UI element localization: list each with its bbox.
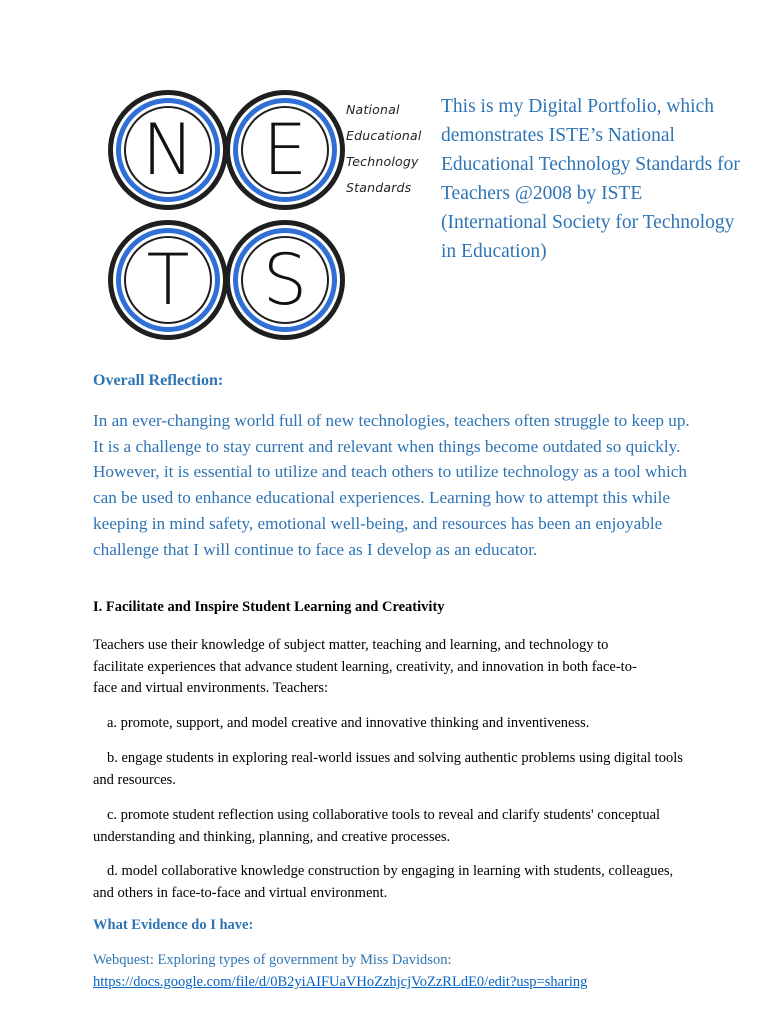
logo-word-technology: Technology bbox=[346, 154, 419, 169]
logo-circle-t bbox=[108, 220, 228, 340]
standard-heading: I. Facilitate and Inspire Student Learning and Creativity bbox=[93, 599, 445, 615]
logo-letter-e: E bbox=[262, 109, 308, 191]
standard-item-b-text: b. engage students in exploring real-world issues and solving authentic problems using digital tools and resources. bbox=[93, 750, 683, 788]
standard-item-b bbox=[93, 748, 683, 791]
logo-letter-t: T bbox=[146, 239, 190, 321]
reflection-body: In an ever-changing world full of new technologies, teachers often struggle to keep up. It is a challenge to stay current and relevant when things become outdated so quickly. However, it is essential to utilize and teach others to utilize technology as a tool which can be used to enhance educational experiences. Learning how to attempt this while keeping in mind safety, emotional well-being, and resources has been an enjoyable challenge that I will continue to face as I develop as an educator. bbox=[93, 411, 690, 559]
standard-item-c-text: c. promote student reflection using collaborative tools to reveal and clarify students' conceptual understanding and thinking, planning, and creative processes. bbox=[93, 807, 661, 845]
logo-circle-e bbox=[225, 90, 345, 210]
logo-letter-n: N bbox=[141, 109, 195, 191]
logo-word-national: National bbox=[346, 102, 400, 117]
logo-circle-s bbox=[225, 220, 345, 340]
webquest-link[interactable]: https://docs.google.com/file/d/0B2yiAIFUaVHoZzhjcjVoZzRLdE0/edit?usp=sharing bbox=[93, 974, 588, 990]
standard-item-c bbox=[93, 805, 683, 848]
standard-item-a-text: a. promote, support, and model creative and innovative thinking and inventiveness. bbox=[107, 715, 590, 731]
portfolio-intro: This is my Digital Portfolio, which demonstrates ISTE’s National Educational Technology Standards for Teachers @2008 by ISTE (International Society for Technology in Education) bbox=[441, 96, 740, 262]
logo-circle-n bbox=[108, 90, 228, 210]
webquest-title: Webquest: Exploring types of government by Miss Davidson: bbox=[93, 952, 452, 968]
reflection-heading: Overall Reflection: bbox=[93, 372, 224, 389]
standard-intro: Teachers use their knowledge of subject matter, teaching and learning, and technology to facilitate experiences that advance student learning, creativity, and innovation in both face-to-face and virtual environments. Teachers: bbox=[93, 637, 637, 696]
logo-letter-s: S bbox=[262, 239, 308, 321]
standard-item-a bbox=[93, 713, 683, 735]
standard-item-d bbox=[93, 861, 683, 904]
logo-word-standards: Standards bbox=[346, 180, 412, 195]
nets-logo bbox=[100, 85, 440, 350]
evidence-heading: What Evidence do I have: bbox=[93, 917, 254, 933]
logo-wordmark bbox=[346, 97, 422, 201]
standard-item-d-text: d. model collaborative knowledge construction by engaging in learning with students, colleagues, and others in face-to-face and virtual environment. bbox=[93, 863, 674, 901]
logo-word-educational: Educational bbox=[346, 128, 422, 143]
